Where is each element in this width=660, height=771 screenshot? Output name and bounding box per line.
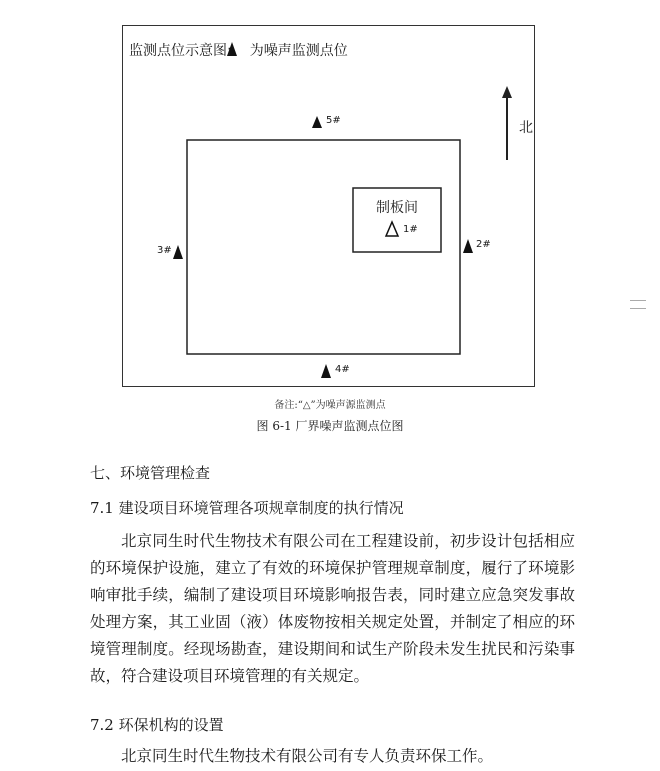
subsection-7-2-heading: 7.2 环保机构的设置 [90, 716, 224, 734]
figure-title-suffix: 为噪声监测点位 [249, 43, 348, 59]
point-4-marker-icon [321, 364, 331, 378]
north-label: 北 [519, 120, 533, 136]
subsection-7-1-body: 北京同生时代生物技术有限公司在工程建设前，初步设计包括相应的环境保护设施，建立了有效的环境保护管理规章制度，履行了环境影响审批手续，编制了建设项目环境影响报告表，同时建立应急突发事故处理方案，其工业固（液）体废物按相关规定处置，并制定了相应的环境管理制度。经现场勘查，建设期间和试生产阶段未发生扰民和污染事故，符合建设项目环境管理的有关规定。 [90, 532, 575, 685]
subsection-7-1-heading: 7.1 建设项目环境管理各项规章制度的执行情况 [90, 499, 404, 517]
point-1-label: 1# [403, 224, 418, 235]
plant-boundary [187, 140, 460, 354]
point-2-marker-icon [463, 239, 473, 253]
point-2-label: 2# [476, 239, 491, 250]
point-3-label: 3# [157, 245, 172, 256]
scan-margin-mark [630, 308, 646, 309]
figure-note: 备注:“△”为噪声源监测点 [274, 400, 386, 411]
point-1-source-icon [386, 222, 398, 236]
point-5-label: 5# [326, 115, 341, 126]
figure-caption: 图 6-1 厂界噪声监测点位图 [256, 419, 404, 433]
point-3-marker-icon [173, 245, 183, 259]
subsection-7-2-body: 北京同生时代生物技术有限公司有专人负责环保工作。 [121, 747, 494, 765]
north-arrow-icon [502, 86, 512, 160]
scan-margin-mark [630, 300, 646, 301]
figure-title-prefix: 监测点位示意图: [129, 43, 232, 59]
figure-title [129, 40, 348, 60]
point-4-label: 4# [335, 364, 350, 375]
point-5-marker-icon [312, 116, 322, 128]
room-label: 制板间 [376, 200, 418, 216]
section-heading: 七、环境管理检查 [90, 464, 211, 482]
